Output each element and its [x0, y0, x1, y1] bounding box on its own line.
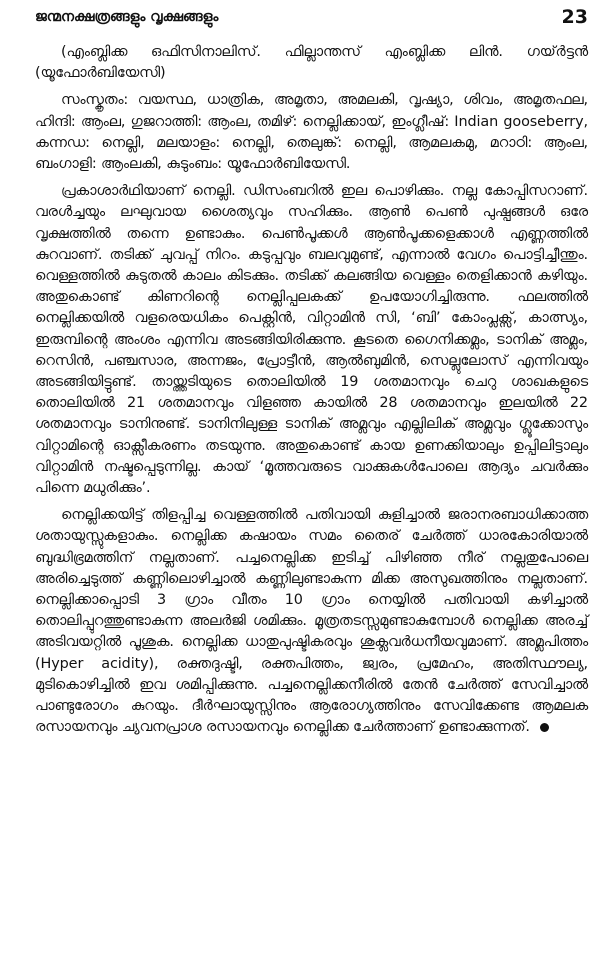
medicinal-uses-paragraph — [35, 505, 588, 738]
description-paragraph: പ്രകാശാർഥിയാണ് നെല്ലി. ഡിസംബറിൽ ഇല പൊഴിക്കും. നല്ല കോപ്പിസറാണ്. വരൾച്ചയും ലഘുവായ ശൈത്യവും സഹിക്കും. ആൺ പെൺ പുഷ്പങ്ങൾ ഒരേ വൃക്ഷത്തിൽ തന്നെ ഉണ്ടാകും. പെൺപൂക്കൾ ആൺപൂക്കളെക്കാൾ എണ്ണത്തിൽ കുറവാണ്. തടിക്ക് ചുവപ്പ് നിറം. കടുപ്പവും ബലവുമുണ്ട്, എന്നാൽ വേഗം പൊട്ടിച്ചീന്തും. വെള്ളത്തിൽ കുടുതൽ കാലം കിടക്കും. തടിക്ക് കലങ്ങിയ വെള്ളം തെളിക്കാൻ കഴിയും. അതുകൊണ്ട് കിണറിന്റെ നെല്ലിപ്പലകക്ക് ഉപയോഗിച്ചിരുന്നു. ഫലത്തിൽ നെല്ലിക്കയിൽ വളരെയധികം പെക്റ്റിൻ, വിറ്റാമിൻ സി, ‘ബി’ കോംപ്ലക്സ്, കാത്സ്യം, ഇരുമ്പിന്റെ അംശം എന്നിവ അടങ്ങിയിരിക്കുന്നു. കൂടതെ ഗൈനിക്കമ്ലം, ടാനിക് അമ്ലം, റെസിൻ, പഞ്ചസാര, അന്നജം, പ്രോട്ടീൻ, ആൽബുമിൻ, സെല്ലുലോസ് എന്നിവയും അടങ്ങിയിട്ടുണ്ട്. തായ്ത്തടിയുടെ തൊലിയിൽ 19 ശതമാനവും ചെറു ശാഖകളുടെ തൊലിയിൽ 21 ശതമാനവും വിളഞ്ഞ കായിൽ 28 ശതമാനവും ഇലയിൽ 22 ശതമാനവും ടാനിനുണ്ട്. ടാനിനിലുള്ള ടാനിക് അമ്ലവും എല്ലിലിക് അമ്ലവും ഗ്ലൂക്കോസും വിറ്റാമിന്റെ ഓക്സീകരണം തടയുന്നു. അതുകൊണ്ട് കായ ഉണക്കിയാലും ഉപ്പിലിട്ടാലും വിറ്റാമിൻ നഷ്ടപ്പെടുന്നില്ല. കായ് ‘മൂത്തവരുടെ വാക്കുകൾപോലെ ആദ്യം ചവർക്കും പിന്നെ മധുരിക്കും’. — [35, 183, 588, 497]
page-header — [35, 6, 588, 32]
medicinal-uses-text: നെല്ലിക്കയിട്ട് തിളപ്പിച്ച വെള്ളത്തിൽ പതിവായി കുളിച്ചാൽ ജരാനരബാധിക്കാത്ത ശതായുസ്സുകളാകും. നെല്ലിക്ക കഷായം സമം തൈര് ചേർത്ത് ധാരകോരിയാൽ ബുദ്ധിഭ്രമത്തിന് നല്ലതാണ്. പച്ചനെല്ലിക്ക ഇടിച്ച് പിഴിഞ്ഞ നീര് നല്ലതുപോലെ അരിച്ചെടുത്ത് കണ്ണിലൊഴിച്ചാൽ കണ്ണിലുണ്ടാകുന്ന മിക്ക അസുഖത്തിനും നല്ലതാണ്. നെല്ലിക്കാപ്പൊടി 3 ഗ്രാം വീതം 10 ഗ്രാം നെയ്യിൽ പതിവായി കഴിച്ചാൽ തൊലിപ്പുറത്തുണ്ടാകുന്ന അലർജി ശമിക്കും. മൂത്രതടസ്സമുണ്ടാകുമ്പോൾ നെല്ലിക്ക അരച്ച് അടിവയറ്റിൽ പൂശുക. നെല്ലിക്ക ധാതുപുഷ്ടികരവും ശുക്ലവർധനീയവുമാണ്. അമ്ലപിത്തം (Hyper acidity), രക്തദുഷ്ടി, രക്തപിത്തം, ജ്വരം, പ്രമേഹം, അതിസ്ഥൗല്യ, മുടികൊഴിച്ചിൽ ഇവ ശമിപ്പിക്കുന്നു. പച്ചനെല്ലിക്കനീരിൽ തേൻ ചേർത്ത് സേവിച്ചാൽ പാണ്ടുരോഗം കുറയും. ദീർഘായുസ്സിനും ആരോഗ്യത്തിനും സേവിക്കേണ്ട ആമലക രസായനവും ച്യവനപ്രാശ രസായനവും നെല്ലിക്ക ചേർത്താണ് ഉണ്ടാക്കുന്നത്. — [35, 507, 588, 736]
botanical-name-paragraph: (എംബ്ലിക്ക ഒഫിസിനാലിസ്. ഫില്ലാന്തസ് എംബ്ലിക്ക ലിൻ. ഗയ്ർട്ടൻ (യൂഫോർബിയേസി) — [35, 44, 588, 82]
vernacular-names-paragraph: സംസ്കൃതം: വയസ്ഥ, ധാത്രിക, അമൃതാ, അമലകി, വൃഷ്യാ, ശിവം, അമൃതഫല, ഹിന്ദി: ആംല, ഗുജറാത്തി: ആംല, തമിഴ്: നെല്ലിക്കായ്, ഇംഗ്ലീഷ്: Indian gooseberry, കന്നഡ: നെല്ലി, മലയാളം: നെല്ലി, തെലുങ്ക്: നെല്ലി, ആമലകമു, മറാഠി: ആംല, ബംഗാളി: ആംലകി, കുടുംബം: യൂഫോർബിയേസി. — [35, 92, 588, 173]
running-title: ജന്മനക്ഷത്രങ്ങളും വൃക്ഷങ്ങളും — [35, 9, 219, 25]
page-body — [35, 42, 588, 745]
page-number: 23 — [561, 6, 588, 28]
end-of-section-bullet-icon — [540, 723, 549, 732]
